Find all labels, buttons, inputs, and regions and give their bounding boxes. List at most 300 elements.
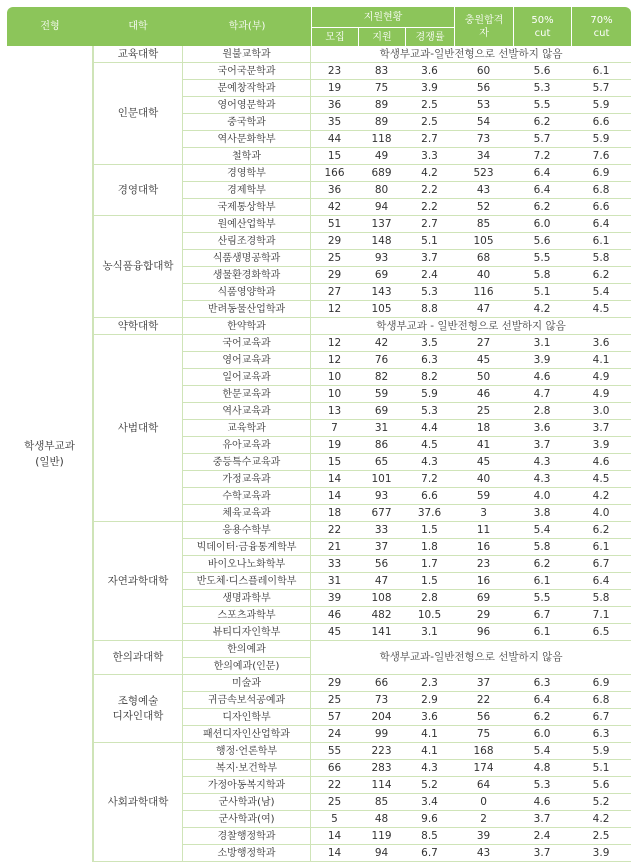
competition-ratio: 3.9 [405, 80, 454, 97]
header-cut-70-line2: cut [593, 27, 610, 39]
additional-admits: 43 [454, 182, 513, 199]
cut-50: 4.3 [513, 471, 571, 488]
recruit-count: 19 [311, 437, 358, 454]
competition-ratio: 3.6 [405, 709, 454, 726]
cut-50: 5.4 [513, 743, 571, 760]
competition-ratio: 2.7 [405, 216, 454, 233]
competition-ratio: 4.1 [405, 726, 454, 743]
applicant-count: 93 [358, 250, 405, 267]
applicant-count: 37 [358, 539, 405, 556]
cut-50: 6.1 [513, 573, 571, 590]
cut-70: 6.1 [571, 233, 631, 250]
cut-50: 6.4 [513, 165, 571, 182]
applicant-count: 59 [358, 386, 405, 403]
table-row [7, 318, 631, 335]
department-name: 체육교육과 [183, 505, 311, 522]
competition-ratio: 3.4 [405, 794, 454, 811]
additional-admits: 46 [454, 386, 513, 403]
department-name: 국어교육과 [183, 335, 311, 352]
applicant-count: 119 [358, 828, 405, 845]
department-name: 식품영양학과 [183, 284, 311, 301]
applicant-count: 89 [358, 97, 405, 114]
competition-ratio: 2.7 [405, 131, 454, 148]
cut-70: 6.2 [571, 267, 631, 284]
college-name-cell [93, 46, 183, 63]
cut-70: 6.3 [571, 726, 631, 743]
college-name-cell [93, 318, 183, 335]
competition-ratio: 5.3 [405, 403, 454, 420]
recruit-count: 39 [311, 590, 358, 607]
competition-ratio: 2.2 [405, 199, 454, 216]
cut-70: 6.6 [571, 114, 631, 131]
department-name: 빅데이터·금융통계학부 [183, 539, 311, 556]
cut-70: 5.8 [571, 590, 631, 607]
cut-50: 5.8 [513, 267, 571, 284]
college-name-cell [93, 335, 183, 522]
competition-ratio: 4.3 [405, 454, 454, 471]
additional-admits: 23 [454, 556, 513, 573]
applicant-count: 108 [358, 590, 405, 607]
cut-70: 5.9 [571, 97, 631, 114]
recruit-count: 45 [311, 624, 358, 641]
applicant-count: 482 [358, 607, 405, 624]
competition-ratio: 2.2 [405, 182, 454, 199]
college-name-line: 약학대학 [117, 319, 159, 332]
department-name: 미술과 [183, 675, 311, 692]
competition-ratio: 2.9 [405, 692, 454, 709]
additional-admits: 168 [454, 743, 513, 760]
college-name-line: 디자인대학 [112, 709, 164, 722]
recruit-count: 14 [311, 471, 358, 488]
header-additional-admits-line2: 자 [479, 27, 489, 39]
cut-50: 2.4 [513, 828, 571, 845]
college-name-line: 조형예술 [117, 694, 159, 707]
cut-50: 5.5 [513, 590, 571, 607]
competition-ratio: 4.1 [405, 743, 454, 760]
cut-70: 4.9 [571, 386, 631, 403]
cut-50: 6.1 [513, 624, 571, 641]
cut-50: 5.4 [513, 522, 571, 539]
department-name: 바이오나노화학부 [183, 556, 311, 573]
department-name: 철학과 [183, 148, 311, 165]
competition-ratio: 8.2 [405, 369, 454, 386]
college-name-cell [93, 675, 183, 743]
department-name: 산림조경학과 [183, 233, 311, 250]
applicant-count: 677 [358, 505, 405, 522]
cut-70: 5.8 [571, 250, 631, 267]
recruit-count: 12 [311, 352, 358, 369]
applicant-count: 42 [358, 335, 405, 352]
recruit-count: 24 [311, 726, 358, 743]
table-row [7, 46, 631, 63]
applicant-count: 143 [358, 284, 405, 301]
cut-70: 6.4 [571, 573, 631, 590]
recruit-count: 23 [311, 63, 358, 80]
cut-50: 3.8 [513, 505, 571, 522]
applicant-count: 105 [358, 301, 405, 318]
applicant-count: 31 [358, 420, 405, 437]
header-cut-50 [513, 7, 571, 46]
cut-70: 6.7 [571, 556, 631, 573]
additional-admits: 64 [454, 777, 513, 794]
recruit-count: 66 [311, 760, 358, 777]
department-name: 복지·보건학부 [183, 760, 311, 777]
cut-50: 5.6 [513, 233, 571, 250]
recruit-count: 44 [311, 131, 358, 148]
college-name-cell [93, 641, 183, 675]
cut-50: 6.2 [513, 709, 571, 726]
cut-50: 4.8 [513, 760, 571, 777]
cut-70: 3.9 [571, 437, 631, 454]
department-name: 원예산업학부 [183, 216, 311, 233]
recruit-count: 15 [311, 454, 358, 471]
cut-70: 6.1 [571, 539, 631, 556]
competition-ratio: 9.6 [405, 811, 454, 828]
competition-ratio: 2.8 [405, 590, 454, 607]
additional-admits: 174 [454, 760, 513, 777]
department-name: 경찰행정학과 [183, 828, 311, 845]
recruit-count: 51 [311, 216, 358, 233]
cut-50: 4.0 [513, 488, 571, 505]
applicant-count: 47 [358, 573, 405, 590]
recruit-count: 36 [311, 182, 358, 199]
cut-50: 3.7 [513, 811, 571, 828]
department-name: 한약학과 [183, 318, 311, 335]
recruit-count: 25 [311, 250, 358, 267]
header-cut-50-line1: 50% [531, 14, 554, 26]
college-name-cell [93, 216, 183, 318]
cut-50: 5.3 [513, 777, 571, 794]
competition-ratio: 4.2 [405, 165, 454, 182]
recruit-count: 57 [311, 709, 358, 726]
applicant-count: 49 [358, 148, 405, 165]
admission-results-table [7, 7, 631, 862]
header-cut-70 [571, 7, 631, 46]
competition-ratio: 7.2 [405, 471, 454, 488]
cut-50: 3.9 [513, 352, 571, 369]
department-name: 한의예과(인문) [183, 658, 311, 675]
applicant-count: 80 [358, 182, 405, 199]
additional-admits: 116 [454, 284, 513, 301]
not-selected-note: 학생부교과 - 일반전형으로 선발하지 않음 [311, 318, 631, 335]
cut-70: 4.2 [571, 488, 631, 505]
department-name: 생명과학부 [183, 590, 311, 607]
not-selected-note: 학생부교과-일반전형으로 선발하지 않음 [311, 641, 631, 675]
additional-admits: 56 [454, 80, 513, 97]
department-name: 한의예과 [183, 641, 311, 658]
competition-ratio: 6.6 [405, 488, 454, 505]
department-name: 유아교육과 [183, 437, 311, 454]
department-name: 중등특수교육과 [183, 454, 311, 471]
department-name: 원불교학과 [183, 46, 311, 63]
additional-admits: 27 [454, 335, 513, 352]
cut-50: 3.7 [513, 845, 571, 862]
cut-50: 6.4 [513, 182, 571, 199]
department-name: 영어영문학과 [183, 97, 311, 114]
table-row [7, 216, 631, 233]
department-name: 식품생명공학과 [183, 250, 311, 267]
cut-50: 5.7 [513, 131, 571, 148]
department-name: 경영학부 [183, 165, 311, 182]
cut-70: 6.2 [571, 522, 631, 539]
competition-ratio: 6.7 [405, 845, 454, 862]
not-selected-note: 학생부교과-일반전형으로 선발하지 않음 [311, 46, 631, 63]
applicant-count: 283 [358, 760, 405, 777]
recruit-count: 29 [311, 675, 358, 692]
department-name: 행정·언론학부 [183, 743, 311, 760]
applicant-count: 118 [358, 131, 405, 148]
additional-admits: 56 [454, 709, 513, 726]
applicant-count: 94 [358, 845, 405, 862]
cut-50: 6.4 [513, 692, 571, 709]
department-name: 역사문화학부 [183, 131, 311, 148]
department-name: 가정아동복지학과 [183, 777, 311, 794]
cut-50: 3.7 [513, 437, 571, 454]
cut-70: 4.0 [571, 505, 631, 522]
department-name: 귀금속보석공예과 [183, 692, 311, 709]
competition-ratio: 4.5 [405, 437, 454, 454]
cut-50: 6.7 [513, 607, 571, 624]
recruit-count: 5 [311, 811, 358, 828]
additional-admits: 40 [454, 471, 513, 488]
header-applicants: 지원현황 [311, 7, 454, 27]
cut-70: 4.6 [571, 454, 631, 471]
competition-ratio: 3.3 [405, 148, 454, 165]
additional-admits: 41 [454, 437, 513, 454]
cut-70: 7.1 [571, 607, 631, 624]
additional-admits: 16 [454, 539, 513, 556]
cut-70: 4.5 [571, 301, 631, 318]
competition-ratio: 1.5 [405, 522, 454, 539]
competition-ratio: 1.8 [405, 539, 454, 556]
applicant-count: 73 [358, 692, 405, 709]
department-name: 중국학과 [183, 114, 311, 131]
competition-ratio: 5.1 [405, 233, 454, 250]
recruit-count: 29 [311, 233, 358, 250]
competition-ratio: 8.8 [405, 301, 454, 318]
applicant-count: 223 [358, 743, 405, 760]
admission-type-cell [7, 46, 93, 862]
additional-admits: 85 [454, 216, 513, 233]
cut-70: 3.7 [571, 420, 631, 437]
college-name-line: 한의과대학 [112, 651, 164, 663]
cut-70: 6.9 [571, 165, 631, 182]
department-name: 뷰티디자인학부 [183, 624, 311, 641]
header-apply: 지원 [358, 27, 405, 46]
additional-admits: 50 [454, 369, 513, 386]
competition-ratio: 2.5 [405, 97, 454, 114]
table-row [7, 335, 631, 352]
college-name-line: 사범대학 [117, 421, 159, 434]
cut-70: 3.6 [571, 335, 631, 352]
recruit-count: 7 [311, 420, 358, 437]
applicant-count: 148 [358, 233, 405, 250]
cut-50: 4.7 [513, 386, 571, 403]
cut-70: 6.8 [571, 182, 631, 199]
cut-50: 6.3 [513, 675, 571, 692]
additional-admits: 45 [454, 352, 513, 369]
cut-70: 6.7 [571, 709, 631, 726]
department-name: 패션디자인산업학과 [183, 726, 311, 743]
admission-type-line1: 학생부교과 [24, 440, 75, 452]
department-name: 반려동물산업학과 [183, 301, 311, 318]
competition-ratio: 2.4 [405, 267, 454, 284]
applicant-count: 33 [358, 522, 405, 539]
cut-50: 4.6 [513, 794, 571, 811]
cut-70: 3.0 [571, 403, 631, 420]
header-additional-admits [454, 7, 513, 46]
competition-ratio: 3.7 [405, 250, 454, 267]
applicant-count: 99 [358, 726, 405, 743]
department-name: 문예창작학과 [183, 80, 311, 97]
competition-ratio: 5.2 [405, 777, 454, 794]
cut-70: 5.4 [571, 284, 631, 301]
table-row [7, 522, 631, 539]
department-name: 군사학과(남) [183, 794, 311, 811]
competition-ratio: 10.5 [405, 607, 454, 624]
applicant-count: 69 [358, 403, 405, 420]
header-type: 전형 [7, 7, 93, 46]
cut-70: 5.6 [571, 777, 631, 794]
recruit-count: 36 [311, 97, 358, 114]
header-recruit: 모집 [311, 27, 358, 46]
cut-70: 5.1 [571, 760, 631, 777]
competition-ratio: 3.5 [405, 335, 454, 352]
applicant-count: 94 [358, 199, 405, 216]
recruit-count: 166 [311, 165, 358, 182]
table-row [7, 743, 631, 760]
competition-ratio: 2.5 [405, 114, 454, 131]
recruit-count: 14 [311, 488, 358, 505]
header-ratio: 경쟁률 [405, 27, 454, 46]
additional-admits: 39 [454, 828, 513, 845]
college-name-line: 사회과학대학 [107, 795, 169, 808]
competition-ratio: 1.5 [405, 573, 454, 590]
recruit-count: 14 [311, 828, 358, 845]
competition-ratio: 37.6 [405, 505, 454, 522]
competition-ratio: 4.3 [405, 760, 454, 777]
applicant-count: 101 [358, 471, 405, 488]
recruit-count: 10 [311, 386, 358, 403]
department-name: 일어교육과 [183, 369, 311, 386]
department-name: 역사교육과 [183, 403, 311, 420]
additional-admits: 52 [454, 199, 513, 216]
recruit-count: 46 [311, 607, 358, 624]
department-name: 국제통상학부 [183, 199, 311, 216]
cut-50: 5.1 [513, 284, 571, 301]
competition-ratio: 5.3 [405, 284, 454, 301]
department-name: 교육학과 [183, 420, 311, 437]
cut-70: 3.9 [571, 845, 631, 862]
department-name: 생물환경화학과 [183, 267, 311, 284]
admission-type-line2: (일반) [35, 456, 64, 468]
college-name-line: 경영대학 [117, 183, 159, 196]
competition-ratio: 4.4 [405, 420, 454, 437]
college-name-cell [93, 63, 183, 165]
admission-results-table-container [7, 7, 631, 862]
additional-admits: 96 [454, 624, 513, 641]
department-name: 반도체·디스플레이학부 [183, 573, 311, 590]
cut-70: 2.5 [571, 828, 631, 845]
cut-50: 5.5 [513, 97, 571, 114]
additional-admits: 73 [454, 131, 513, 148]
cut-50: 6.0 [513, 726, 571, 743]
cut-50: 6.2 [513, 114, 571, 131]
cut-50: 4.3 [513, 454, 571, 471]
additional-admits: 69 [454, 590, 513, 607]
department-name: 경제학부 [183, 182, 311, 199]
recruit-count: 15 [311, 148, 358, 165]
department-name: 스포츠과학부 [183, 607, 311, 624]
recruit-count: 22 [311, 777, 358, 794]
additional-admits: 523 [454, 165, 513, 182]
cut-70: 5.2 [571, 794, 631, 811]
applicant-count: 82 [358, 369, 405, 386]
additional-admits: 3 [454, 505, 513, 522]
department-name: 한문교육과 [183, 386, 311, 403]
applicant-count: 204 [358, 709, 405, 726]
applicant-count: 48 [358, 811, 405, 828]
applicant-count: 56 [358, 556, 405, 573]
additional-admits: 105 [454, 233, 513, 250]
cut-50: 7.2 [513, 148, 571, 165]
department-name: 국어국문학과 [183, 63, 311, 80]
additional-admits: 37 [454, 675, 513, 692]
recruit-count: 14 [311, 845, 358, 862]
applicant-count: 89 [358, 114, 405, 131]
additional-admits: 2 [454, 811, 513, 828]
header-cut-70-line1: 70% [590, 14, 613, 26]
department-name: 가정교육과 [183, 471, 311, 488]
department-name: 군사학과(여) [183, 811, 311, 828]
college-name-line: 자연과학대학 [107, 574, 169, 587]
cut-70: 6.8 [571, 692, 631, 709]
applicant-count: 86 [358, 437, 405, 454]
competition-ratio: 2.3 [405, 675, 454, 692]
cut-70: 5.9 [571, 131, 631, 148]
cut-70: 6.6 [571, 199, 631, 216]
recruit-count: 12 [311, 301, 358, 318]
competition-ratio: 3.1 [405, 624, 454, 641]
cut-50: 4.6 [513, 369, 571, 386]
table-row [7, 641, 631, 658]
cut-50: 5.6 [513, 63, 571, 80]
applicant-count: 83 [358, 63, 405, 80]
additional-admits: 75 [454, 726, 513, 743]
cut-50: 6.0 [513, 216, 571, 233]
cut-70: 6.1 [571, 63, 631, 80]
additional-admits: 16 [454, 573, 513, 590]
department-name: 응용수학부 [183, 522, 311, 539]
additional-admits: 54 [454, 114, 513, 131]
college-name-cell [93, 522, 183, 641]
cut-50: 4.2 [513, 301, 571, 318]
recruit-count: 42 [311, 199, 358, 216]
cut-70: 5.9 [571, 743, 631, 760]
additional-admits: 11 [454, 522, 513, 539]
college-name-cell [93, 165, 183, 216]
recruit-count: 31 [311, 573, 358, 590]
competition-ratio: 1.7 [405, 556, 454, 573]
applicant-count: 75 [358, 80, 405, 97]
cut-70: 6.9 [571, 675, 631, 692]
cut-50: 5.5 [513, 250, 571, 267]
competition-ratio: 5.9 [405, 386, 454, 403]
additional-admits: 34 [454, 148, 513, 165]
applicant-count: 69 [358, 267, 405, 284]
header-dept: 학과(부) [183, 7, 311, 46]
header-additional-admits-line1: 충원합격 [464, 14, 504, 26]
